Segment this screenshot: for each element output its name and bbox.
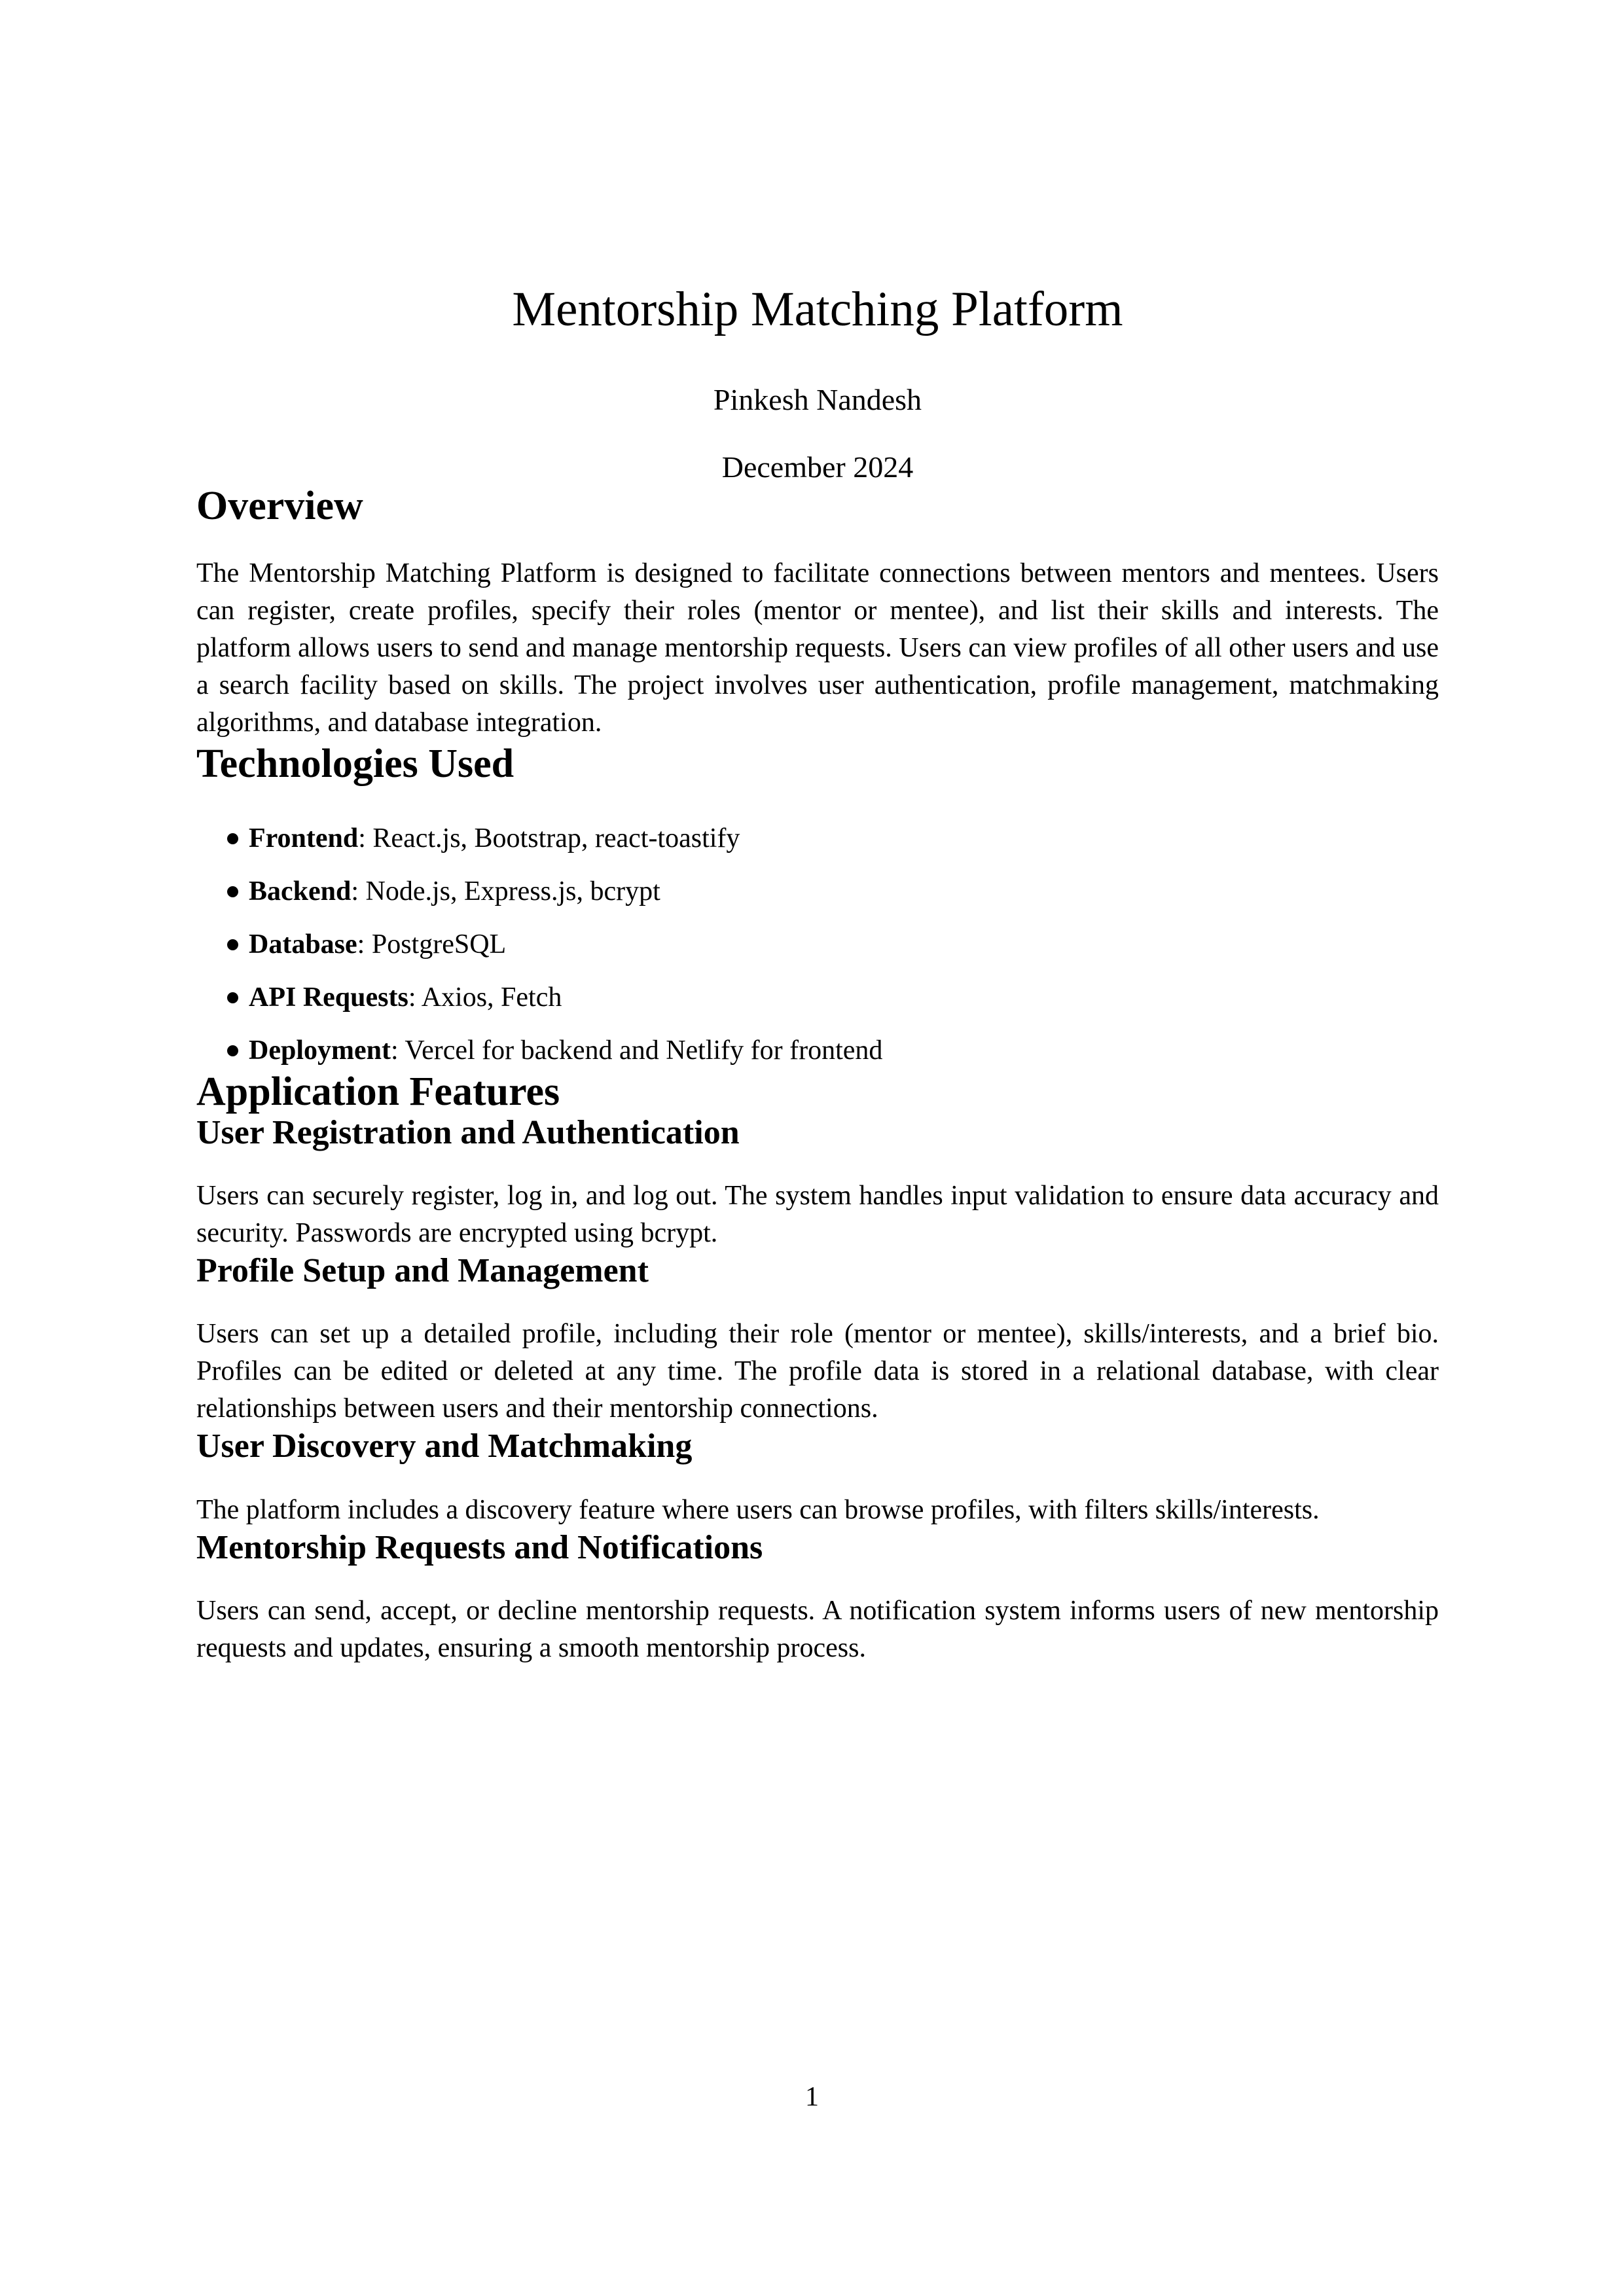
bullet-icon (227, 1045, 238, 1056)
profile-setup-paragraph: Users can set up a detailed profile, including their role (mentor or mentee), skills/interests, and a brief bio. Profiles can be edited or deleted at any time. The profile data is stored in a relational database, with clear relationships between users and their mentorship connections. (196, 1319, 1439, 1424)
document-author: Pinkesh Nandesh (713, 383, 922, 417)
list-item-frontend (196, 820, 1439, 857)
technology-value: : Axios, Fetch (408, 982, 562, 1013)
document-date: December 2024 (721, 450, 914, 484)
list-item-api-requests (196, 979, 1439, 1016)
technology-value: : Vercel for backend and Netlify for frontend (390, 1035, 883, 1066)
technology-label: Deployment (249, 1035, 391, 1066)
bullet-icon (227, 886, 238, 897)
section-heading-overview: Overview (196, 484, 363, 529)
subsection-heading-user-discovery: User Discovery and Matchmaking (196, 1427, 693, 1465)
user-registration-paragraph: Users can securely register, log in, and log out. The system handles input validation to ensure data accuracy and security. Passwords are encrypted using bcrypt. (196, 1181, 1439, 1249)
user-discovery-paragraph: The platform includes a discovery feature where users can browse profiles, with filters skills/interests. (196, 1494, 1320, 1525)
section-heading-technologies-used: Technologies Used (196, 741, 514, 786)
list-item-backend (196, 873, 1439, 910)
bullet-icon (227, 939, 238, 950)
technology-label: Database (249, 929, 357, 960)
document-title: Mentorship Matching Platform (512, 282, 1123, 336)
mentorship-requests-paragraph: Users can send, accept, or decline mentorship requests. A notification system informs users of new mentorship requests and updates, ensuring a smooth mentorship process. (196, 1595, 1439, 1663)
bullet-icon (227, 992, 238, 1003)
technology-value: : React.js, Bootstrap, react-toastify (358, 823, 740, 853)
page-number: 1 (805, 2082, 819, 2112)
technology-label: Backend (249, 876, 352, 906)
bullet-icon (227, 833, 238, 844)
subsection-heading-mentorship-requests: Mentorship Requests and Notifications (196, 1528, 763, 1566)
technology-value: : PostgreSQL (357, 929, 507, 960)
subsection-heading-user-registration: User Registration and Authentication (196, 1114, 740, 1151)
list-item-database (196, 926, 1439, 963)
technology-label: API Requests (249, 982, 408, 1013)
subsection-heading-profile-setup: Profile Setup and Management (196, 1252, 649, 1290)
overview-paragraph: The Mentorship Matching Platform is designed to facilitate connections between mentors and mentees. Users can register, create profiles, specify their roles (mentor or mentee), and list their skills and interests. The platform allows users to send and manage mentorship requests. Users can view profiles of all other users and use a search facility based on skills. The project involves user authentication, profile management, matchmaking algorithms, and database integration. (196, 558, 1439, 738)
list-item-deployment (196, 1032, 1439, 1069)
technology-label: Frontend (249, 823, 359, 853)
technologies-list (196, 820, 1439, 1069)
technology-value: : Node.js, Express.js, bcrypt (351, 876, 660, 906)
section-heading-application-features: Application Features (196, 1069, 560, 1114)
